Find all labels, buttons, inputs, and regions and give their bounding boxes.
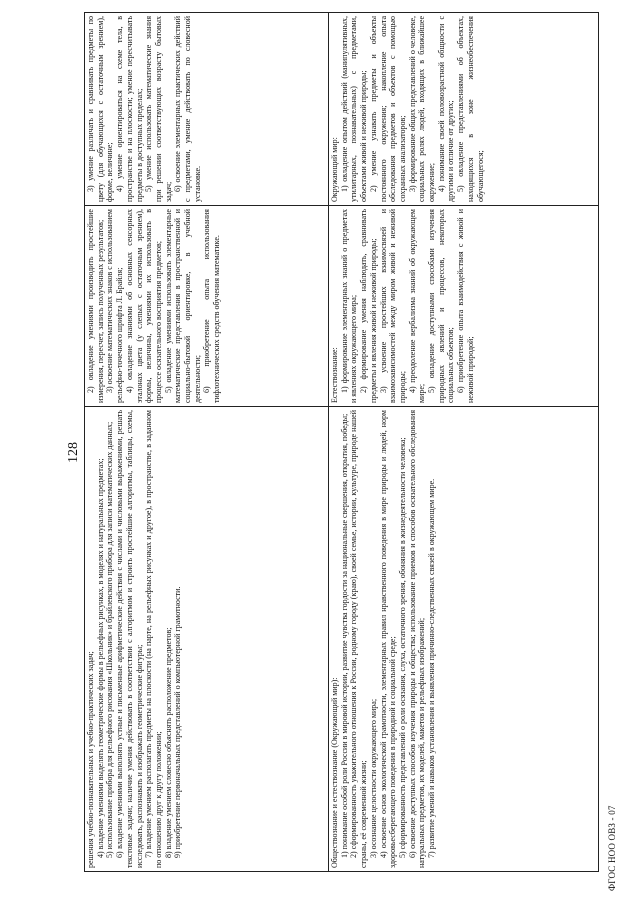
paragraph: 1) овладение опытом действий (манипулятивных, утилитарных, познавательных) с предметами, объектами живой и неживой природы; [339, 16, 369, 202]
paragraph: 6) владение умениями выполнять устные и письменные арифметические действия с числами и числовыми выражениями, решать текстовые задачи; наличие умения действовать в соответствии с алгоритмом и строить простейшие алгоритмы, таблицы, схемы, исследовать, распознавать и изображать геометрические фигуры; [115, 410, 144, 868]
paragraph: 3) усвоение простейших взаимосвязей и взаимозависимостей между миром живой и неживой природы; [378, 209, 407, 403]
paragraph: 6) освоение элементарных практических действий с предметами, умение действовать по словесной установке. [173, 16, 202, 202]
paragraph: 8) владение умением словесно объяснять расположение предметов; [163, 627, 173, 858]
paragraph: 1) формирование элементарных знаний о предметах и явлениях окружающего мира; [339, 209, 359, 403]
section-heading: Обществознание и естествознание (Окружающий мир): [330, 677, 339, 868]
paragraph: 9) приобретение первоначальных представлений о компьютерной грамотности. [173, 586, 183, 858]
paragraph: 2) умение узнавать предметы и объекты постоянного окружения; накопление опыта обследования предметов и объектов с помощью сохранных анализаторов; [368, 16, 407, 202]
section-heading: Естествознание: [330, 347, 339, 403]
paragraph: 5) использование прибора для рельефного рисования «Школьник» и брайлевского прибора для записи математических данных; [105, 421, 115, 858]
paragraph: 7) развитие умений и навыков установления и выявления причинно-следственных связей в окружающем мире. [427, 478, 437, 858]
paragraph: 5) овладение доступными способами изучения природных явлений и процессов, некоторых социальных объектов; [427, 209, 456, 403]
paragraph: 5) овладение представлениями об объектах, находящихся в зоне жизнеобеспечения обучающегося; [456, 16, 485, 202]
page-number: 128 [66, 442, 81, 463]
paragraph: 6) приобретение опыта использования тифлотехнических средств обучения математике. [202, 209, 222, 403]
cell-col1-row1 [85, 407, 328, 871]
paragraph: 5) сформированность представлений о роли осязания, слуха, остаточного зрения, обоняния в жизнедеятельности человека; [397, 437, 407, 858]
paragraph: 3) умение различать и сравнивать предметы по цвету (для обучающихся с остаточным зрением), форме, величине; [86, 16, 115, 202]
paragraph: 6) приобретение опыта взаимодействия с живой и неживой природой; [456, 209, 475, 403]
document-footer: ФГОС НОО ОВЗ - 07 [607, 805, 617, 891]
paragraph: 4) освоение основ экологической грамотности, элементарных правил нравственного поведения в мире природы и людей, норм здоровьесберегающего поведения в природной и социальной среде; [378, 410, 398, 868]
paragraph: 3) освоение математических знаков с использованием рельефно-точечного шрифта Л. Брайля; [105, 209, 125, 403]
cell-col2-row2 [329, 206, 598, 406]
paragraph: 3) осознание целостности окружающего мира; [368, 698, 378, 858]
paragraph: 4) понимание своей половозрастной общности с другими и отличие от других; [436, 16, 456, 202]
paragraph: 6) освоение доступных способов изучения природы и общества; использование приемов и способов осязательного обследования натуральных предметов, их моделей, макетов и рельефных изображений; [407, 410, 427, 868]
paragraph: 4) овладение знаниями об основных сенсорных эталонах цвета (у слепых с остаточным зрением), формы, величины, умениями их использовать в процессе осязательного восприятия предметов; [124, 209, 163, 403]
paragraph: 5) овладение умениями использовать элементарные математические представления в пространственной и социально-бытовой ориентировке, в учебной деятельности; [163, 209, 202, 403]
paragraph: 2) формирование умения наблюдать, сравнивать предметы и явления живой и неживой природы; [359, 209, 378, 403]
paragraph: 4) преодоление вербализма знаний об окружающем мире; [407, 209, 427, 403]
paragraph: решения учебно-познавательных и учебно-практических задач; [86, 651, 95, 868]
paragraph: 2) сформированность уважительного отношения к России, родному городу (краю), своей семье, истории, культуре, природе нашей страны, её современной жизни; [349, 410, 369, 868]
cell-col3-row2 [329, 13, 598, 205]
paragraph: 4) владение умениями выделять геометрические формы в рельефных рисунках, в моделях и натуральных предметах; [95, 458, 105, 858]
cell-col1-row2 [329, 407, 598, 871]
paragraph: 2) овладение умениями производить простейшие измерения, пересчет, запись полученных результатов; [86, 209, 105, 403]
section-heading: Окружающий мир: [330, 137, 339, 202]
cell-col2-row1 [85, 206, 328, 406]
standards-table [84, 12, 599, 872]
paragraph: 1) понимание особой роли России в мировой истории, развитие чувства гордости за национальные свершения, открытия, победы; [339, 413, 349, 858]
paragraph: 7) владение умением располагать предметы на плоскости (на парте, на рельефных рисунках и другое), в пространстве, в заданном по отношению друг к другу положении; [144, 410, 163, 868]
paragraph: 4) умение ориентироваться на схеме тела, в пространстве и на плоскости; умение пересчитывать предметы в доступных пределах; [115, 16, 144, 202]
cell-col3-row1 [85, 13, 328, 205]
paragraph: 5) умение использовать математические знания при решении соответствующих возрасту бытовых задач; [144, 16, 173, 202]
paragraph: 3) формирование общих представлений о человеке, социальных ролях людей, входящих в ближайшее окружение; [407, 16, 437, 202]
